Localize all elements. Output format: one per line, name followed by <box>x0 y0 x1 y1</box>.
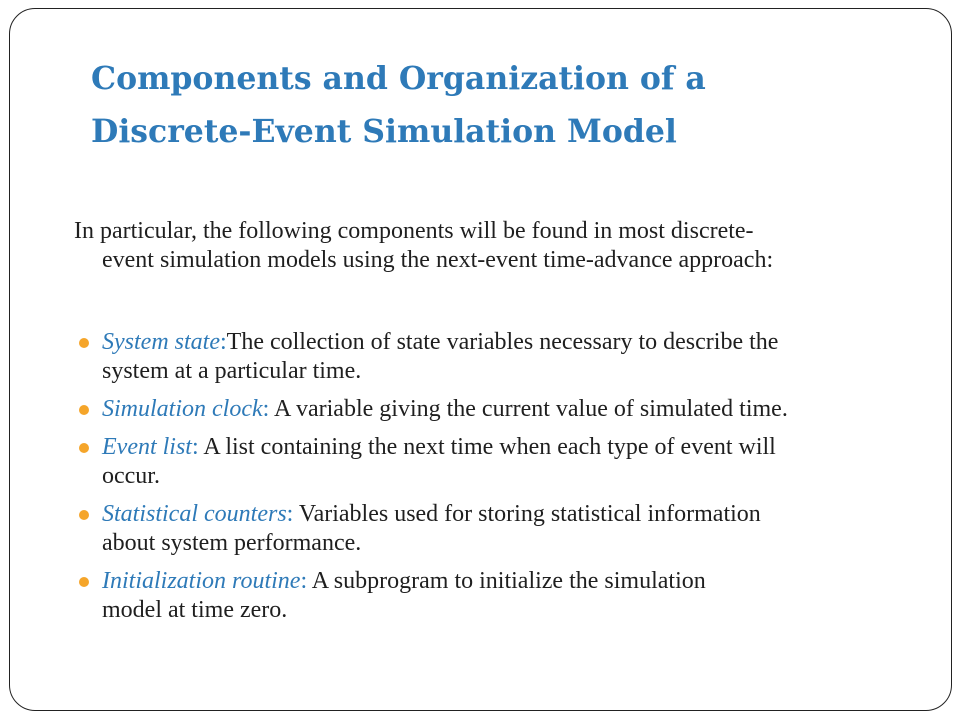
bullet-line-2: model at time zero. <box>102 597 288 623</box>
slide-title-line-1: Components and Organization of a <box>91 60 706 97</box>
bullet-text: A list containing the next time when each type of event will <box>203 434 776 460</box>
bullet-text: Variables used for storing statistical information <box>298 501 761 527</box>
bullet-simulation-clock <box>74 395 944 424</box>
bullet-dot-icon <box>79 510 89 520</box>
bullet-separator: : <box>219 329 227 355</box>
bullet-term: System state <box>102 329 220 355</box>
bullet-text: A subprogram to initialize the simulation <box>311 568 706 594</box>
bullet-statistical-counters <box>74 500 944 558</box>
intro-line-1: In particular, the following components will be found in most discrete- <box>74 218 754 244</box>
bullet-line-1 <box>102 328 944 357</box>
bullet-system-state <box>74 328 944 386</box>
bullet-line-2: system at a particular time. <box>102 358 362 384</box>
slide-title <box>91 52 891 158</box>
bullet-initialization-routine <box>74 567 944 625</box>
slide-body <box>74 217 944 634</box>
bullet-line-1 <box>102 567 944 596</box>
bullet-text: A variable giving the current value of simulated time. <box>273 396 788 422</box>
bullet-line-1 <box>102 500 944 529</box>
component-list <box>74 328 944 625</box>
bullet-event-list <box>74 433 944 491</box>
bullet-term: Initialization routine <box>102 568 301 594</box>
bullet-line-2: occur. <box>102 463 160 489</box>
bullet-text: The collection of state variables necessary to describe the <box>226 329 779 355</box>
bullet-separator: : <box>191 434 204 460</box>
bullet-term: Simulation clock <box>102 396 263 422</box>
bullet-term: Statistical counters <box>102 501 287 527</box>
intro-line-2: event simulation models using the next-event time-advance approach: <box>102 247 774 273</box>
bullet-separator: : <box>262 396 274 422</box>
bullet-line-1 <box>102 433 944 462</box>
bullet-separator: : <box>286 501 299 527</box>
intro-paragraph <box>74 217 944 275</box>
bullet-dot-icon <box>79 443 89 453</box>
bullet-dot-icon <box>79 338 89 348</box>
bullet-dot-icon <box>79 405 89 415</box>
bullet-line-1 <box>102 395 944 424</box>
bullet-term: Event list <box>102 434 192 460</box>
bullet-separator: : <box>300 568 312 594</box>
bullet-dot-icon <box>79 577 89 587</box>
slide-title-line-2: Discrete-Event Simulation Model <box>91 113 677 150</box>
bullet-line-2: about system performance. <box>102 530 362 556</box>
